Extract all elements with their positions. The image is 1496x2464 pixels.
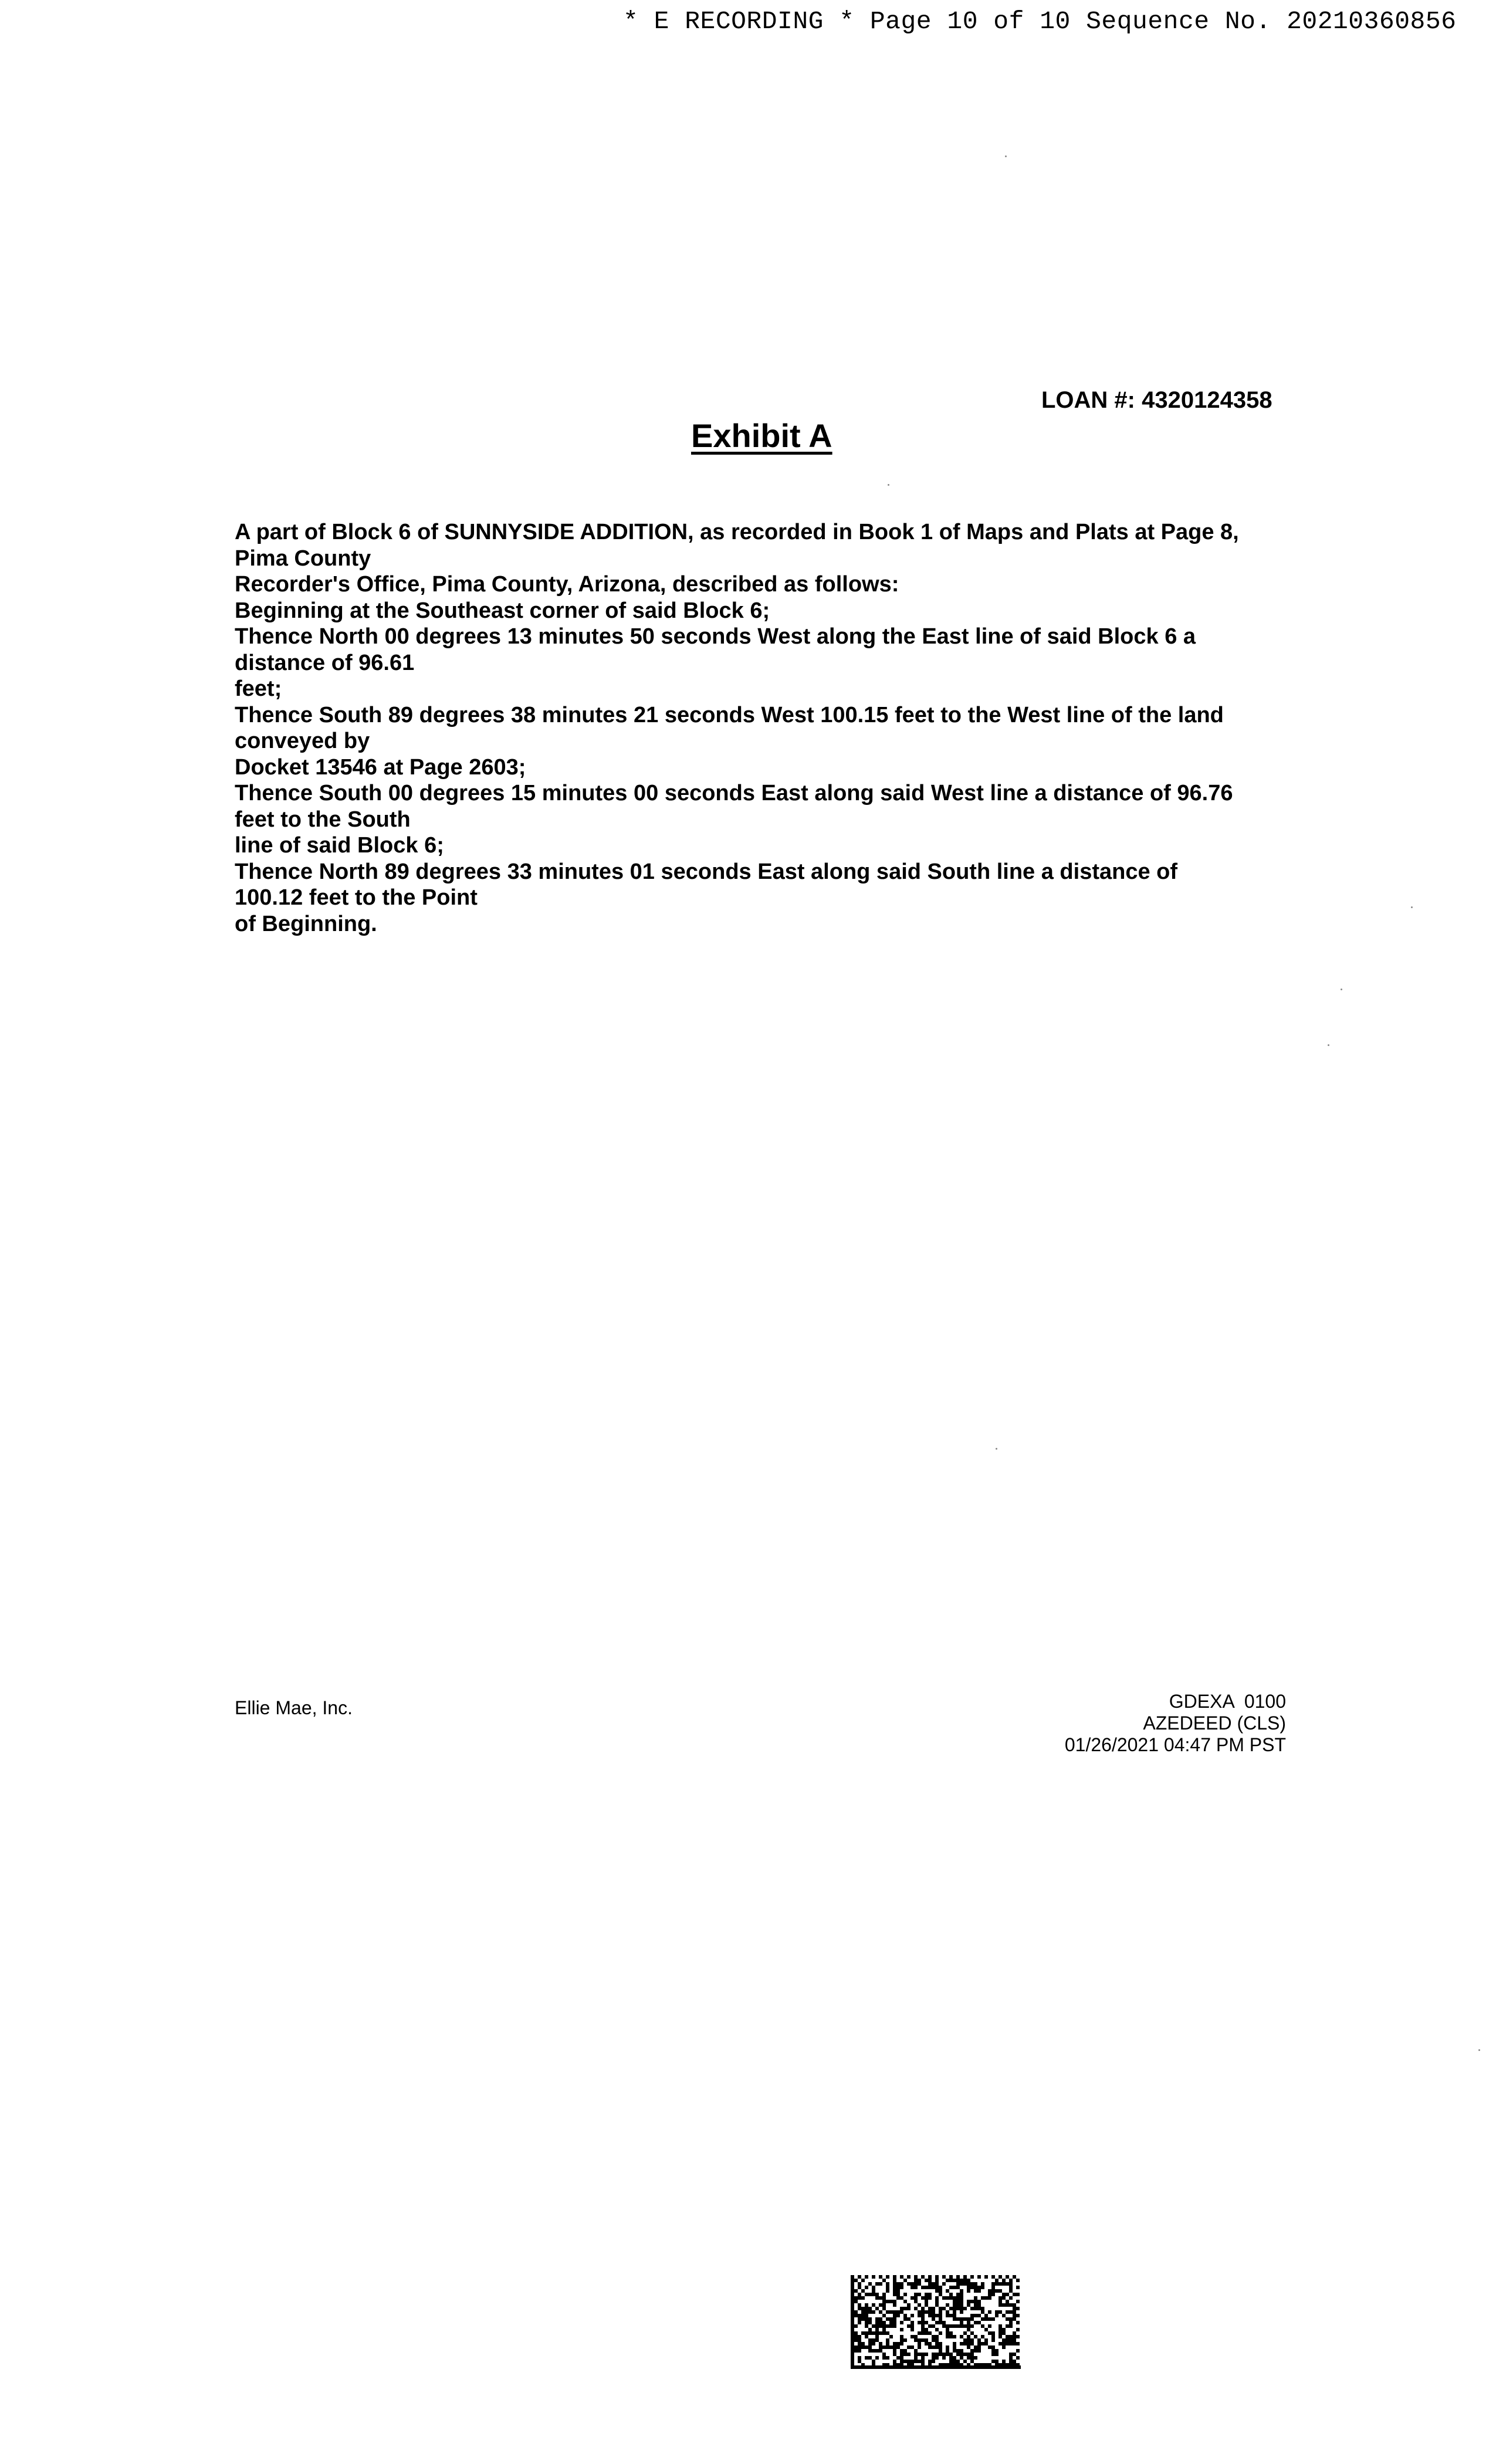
footer-timestamp: 01/26/2021 04:47 PM PST: [1064, 1734, 1286, 1755]
footer-form-id: AZEDEED (CLS): [1143, 1712, 1286, 1734]
legal-description-line: distance of 96.61: [235, 650, 415, 675]
datamatrix-barcode-icon: [851, 2275, 1021, 2369]
legal-description-line: Thence South 89 degrees 38 minutes 21 seconds West 100.15 feet to the West line of the land: [235, 702, 1224, 727]
scan-speck: [1341, 989, 1342, 990]
legal-description-line: Beginning at the Southeast corner of said Block 6;: [235, 598, 770, 623]
legal-description-line: 100.12 feet to the Point: [235, 885, 478, 910]
legal-description: [235, 519, 1320, 937]
legal-description-line: Thence North 00 degrees 13 minutes 50 seconds West along the East line of said Block 6 a: [235, 624, 1196, 649]
legal-description-line: feet;: [235, 676, 282, 701]
legal-description-line: Docket 13546 at Page 2603;: [235, 754, 526, 780]
scan-speck: [1328, 1044, 1329, 1046]
legal-description-line: line of said Block 6;: [235, 833, 444, 858]
scan-speck: [1005, 155, 1007, 157]
footer-form-info: [1065, 1691, 1286, 1756]
scan-speck: [996, 1448, 997, 1450]
scan-speck: [1478, 2049, 1480, 2051]
loan-number: LOAN #: 4320124358: [1041, 387, 1272, 413]
legal-description-line: Recorder's Office, Pima County, Arizona, described as follows:: [235, 572, 899, 597]
legal-description-line: of Beginning.: [235, 911, 377, 936]
scan-speck: [1411, 906, 1413, 908]
exhibit-title: Exhibit A: [691, 417, 832, 454]
legal-description-line: feet to the South: [235, 807, 411, 832]
footer-company: Ellie Mae, Inc.: [235, 1697, 353, 1718]
scan-speck: [888, 484, 889, 486]
recording-header: * E RECORDING * Page 10 of 10 Sequence No. 20210360856: [623, 7, 1457, 36]
footer-form-code: GDEXA 0100: [1169, 1691, 1286, 1712]
legal-description-line: Thence North 89 degrees 33 minutes 01 seconds East along said South line a distance of: [235, 859, 1178, 884]
legal-description-line: Thence South 00 degrees 15 minutes 00 seconds East along said West line a distance of 96.76: [235, 781, 1233, 805]
legal-description-line: A part of Block 6 of SUNNYSIDE ADDITION, as recorded in Book 1 of Maps and Plats at Page 8,: [235, 520, 1239, 544]
legal-description-line: conveyed by: [235, 729, 370, 753]
legal-description-line: Pima County: [235, 546, 371, 571]
